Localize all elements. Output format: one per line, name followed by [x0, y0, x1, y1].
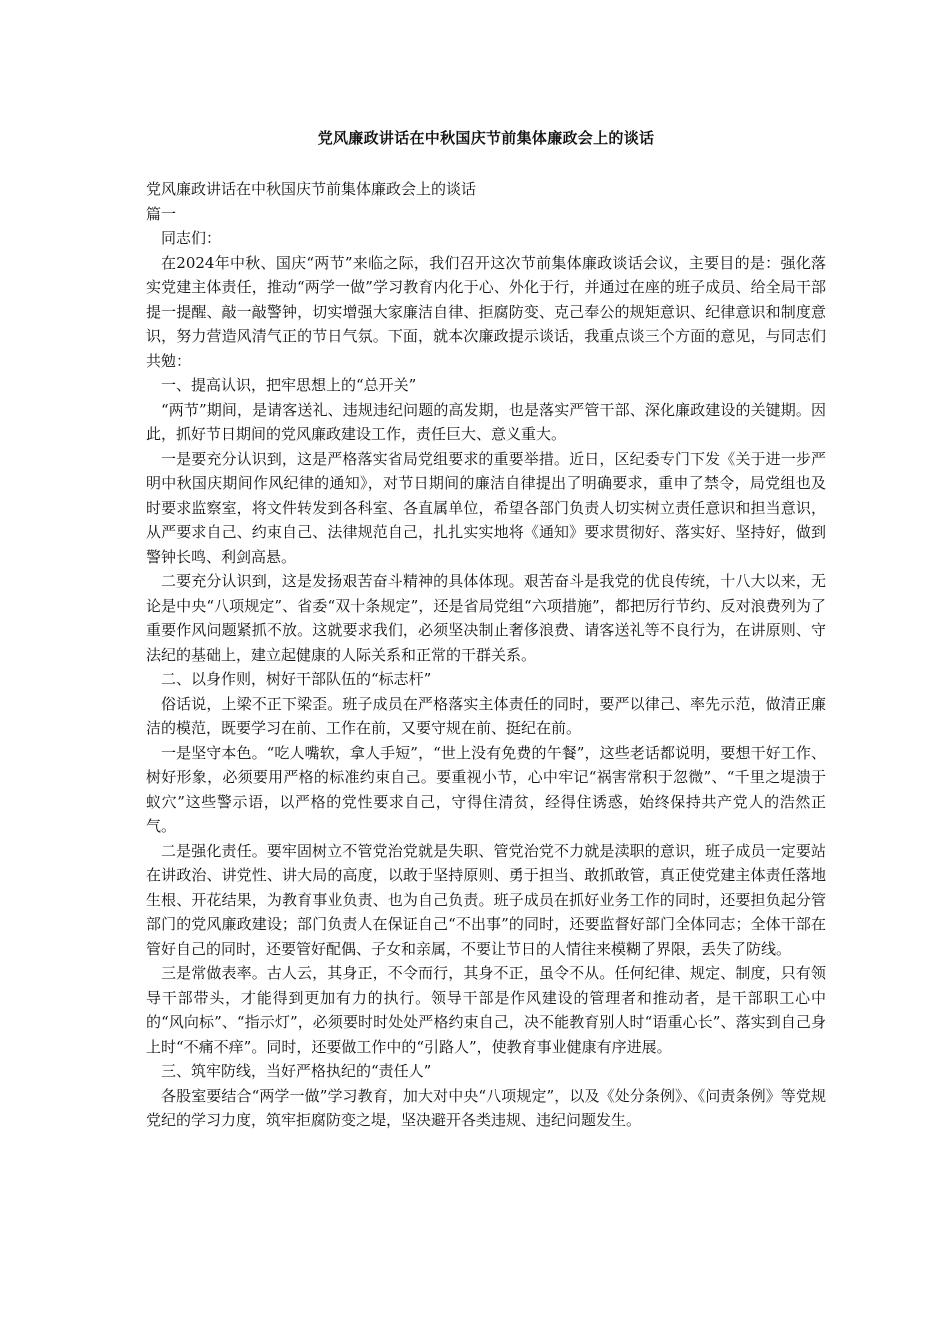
- section-2-paragraph-4: 三是常做表率。古人云，其身正，不令而行，其身不正，虽令不从。任何纪律、规定、制度，只有领导干部带头，才能得到更加有力的执行。领导干部是作风建设的管理者和推动者，是干部职工心中的“风向标”、“指示灯”，必须要时时处处严格约束自己，决不能教育别人时“语重心长”、落实到自己身上时“不痛不痒”。同时，还要做工作中的“引路人”，使教育事业健康有序进展。: [146, 964, 826, 1056]
- section-2-paragraph-1: 俗话说，上梁不正下梁歪。班子成员在严格落实主体责任的同时，要严以律己、率先示范，做清正廉洁的模范，既要学习在前、工作在前，又要守规在前、挺纪在前。: [146, 694, 826, 737]
- part-label: 篇一: [146, 204, 177, 223]
- section-3-paragraph-1: 各股室要结合“两学一做”学习教育，加大对中央“八项规定”，以及《处分条例》、《问责条例》等党规党纪的学习力度，筑牢拒腐防变之堤，坚决避开各类违规、违纪问题发生。: [146, 1086, 826, 1129]
- intro-paragraph: 在2024年中秋、国庆“两节”来临之际，我们召开这次节前集体廉政谈话会议，主要目的是：强化落实党建主体责任，推动“两学一做”学习教育内化于心、外化于行，并通过在座的班子成员、给全局干部提一提醒、敲一敲警钟，切实增强大家廉洁自律、拒腐防变、克己奉公的规矩意识、纪律意识和制度意识，努力营造风清气正的节日气氛。下面，就本次廉政提示谈话，我重点谈三个方面的意见，与同志们共勉：: [146, 253, 826, 370]
- greeting: 同志们：: [161, 229, 222, 247]
- document-title: 党风廉政讲话在中秋国庆节前集体廉政会上的谈话: [317, 129, 655, 147]
- section-2-paragraph-2: 一是坚守本色。“吃人嘴软，拿人手短”，“世上没有免费的午餐”，这些老话都说明，要想干好工作、树好形象，必须要用严格的标准约束自己。要重视小节，心中牢记“祸害常积于忽微”、“千里之堤溃于蚁穴”这些警示语，以严格的党性要求自己，守得住清贫，经得住诱惑，始终保持共产党人的浩然正气。: [146, 743, 826, 835]
- section-1-heading: 一、提高认识，把牢思想上的“总开关”: [161, 376, 417, 394]
- section-2-heading: 二、以身作则，树好干部队伍的“标志杆”: [161, 670, 432, 688]
- section-2-paragraph-3: 二是强化责任。要牢固树立不管党治党就是失职、管党治党不力就是渎职的意识，班子成员一定要站在讲政治、讲党性、讲大局的高度，以敢于坚持原则、勇于担当、敢抓敢管，真正使党建主体责任落地生根、开花结果，为教育事业负责、也为自己负责。班子成员在抓好业务工作的同时，还要担负起分管部门的党风廉政建设；部门负责人在保证自己“不出事”的同时，还要监督好部门全体同志；全体干部在管好自己的同时，还要管好配偶、子女和亲属，不要让节日的人情往来模糊了界限，丢失了防线。: [146, 841, 826, 958]
- document-page: [146, 126, 826, 1133]
- section-1-paragraph-1: “两节”期间，是请客送礼、违规违纪问题的高发期，也是落实严管干部、深化廉政建设的关键期。因此，抓好节日期间的党风廉政建设工作，责任巨大、意义重大。: [146, 400, 826, 443]
- section-3-heading: 三、筑牢防线，当好严格执纪的“责任人”: [161, 1062, 432, 1080]
- section-1-paragraph-2: 一是要充分认识到，这是严格落实省局党组要求的重要举措。近日，区纪委专门下发《关于进一步严明中秋国庆期间作风纪律的通知》，对节日期间的廉洁自律提出了明确要求，重申了禁令，局党组也及时要求监察室，将文件转发到各科室、各直属单位，希望各部门负责人切实树立责任意识和担当意识，从严要求自己、约束自己、法律规范自己，扎扎实实地将《通知》要求贯彻好、落实好、坚持好，做到警钟长鸣、利剑高悬。: [146, 449, 826, 566]
- section-1-paragraph-3: 二要充分认识到，这是发扬艰苦奋斗精神的具体体现。艰苦奋斗是我党的优良传统，十八大以来，无论是中央“八项规定”、省委“双十条规定”，还是省局党组“六项措施”，都把厉行节约、反对浪费列为了重要作风问题紧抓不放。这就要求我们，必须坚决制止奢侈浪费、请客送礼等不良行为，在讲原则、守法纪的基础上，建立起健康的人际关系和正常的干群关系。: [146, 572, 826, 664]
- document-subtitle: 党风廉政讲话在中秋国庆节前集体廉政会上的谈话: [146, 180, 477, 198]
